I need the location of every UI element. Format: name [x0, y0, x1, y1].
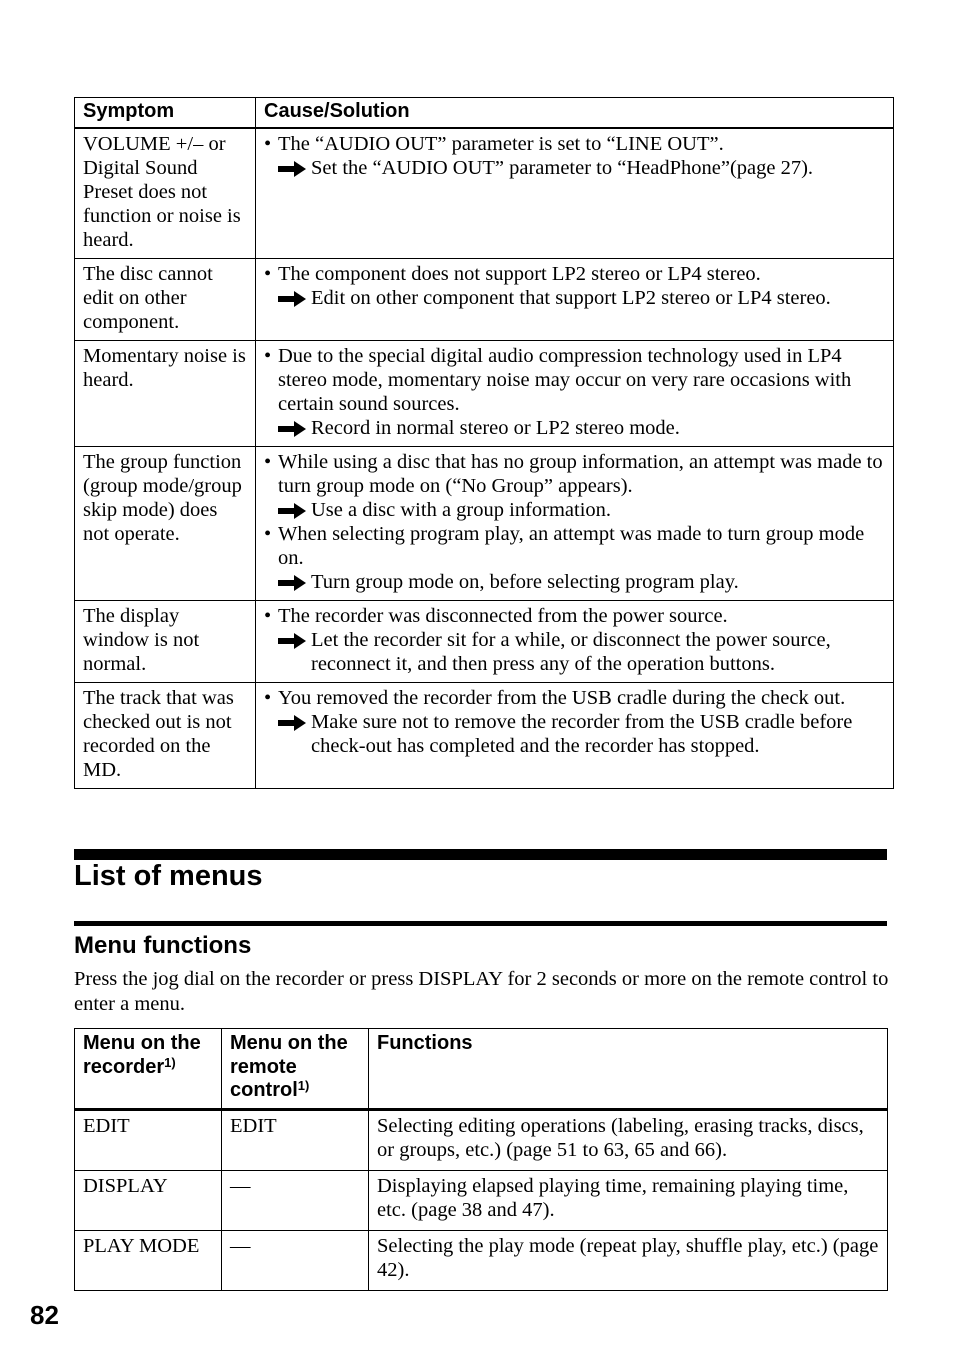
cause-text: Due to the special digital audio compression technology used in LP4 stereo mode, momentary noise may occur on very rare occasions with certain sound sources.	[278, 345, 852, 415]
arrow-right-icon	[278, 161, 306, 177]
solution-block	[278, 156, 885, 180]
table-header-row	[75, 98, 894, 129]
remote-menu-cell: —	[222, 1171, 369, 1231]
solution-text: Record in normal stereo or LP2 stereo mode.	[311, 417, 680, 439]
remote-menu-cell: —	[222, 1231, 369, 1291]
solution-text: Let the recorder sit for a while, or disconnect the power source, reconnect it, and then press any of the operation buttons.	[311, 629, 831, 675]
cause-text: The “AUDIO OUT” parameter is set to “LINE OUT”.	[278, 133, 724, 155]
bullet-icon: •	[264, 605, 272, 627]
cause-solution-cell	[256, 128, 894, 259]
recorder-menu-cell: EDIT	[75, 1110, 222, 1171]
solution-item	[264, 156, 885, 180]
menu-functions-table	[74, 1028, 888, 1291]
bullet-icon: •	[264, 345, 272, 367]
solution-block	[278, 628, 885, 676]
cause-solution-cell	[256, 447, 894, 601]
solution-text: Set the “AUDIO OUT” parameter to “HeadPhone”(page 27).	[311, 157, 814, 179]
bullet-icon: •	[264, 263, 272, 285]
table-row	[75, 259, 894, 341]
table-row	[75, 1171, 888, 1231]
troubleshooting-body	[75, 128, 894, 789]
table-row	[75, 1110, 888, 1171]
cause-item	[264, 450, 885, 498]
recorder-menu-cell: DISPLAY	[75, 1171, 222, 1231]
cause-solution-cell	[256, 259, 894, 341]
symptom-cell: The display window is not normal.	[75, 601, 256, 683]
functions-header: Functions	[369, 1029, 888, 1110]
arrow-right-icon	[278, 633, 306, 649]
cause-text: The component does not support LP2 stereo or LP4 stereo.	[278, 263, 761, 285]
arrow-right-icon	[278, 421, 306, 437]
subsection-rule	[74, 921, 887, 926]
solution-text: Use a disc with a group information.	[311, 499, 612, 521]
solution-item	[264, 570, 885, 594]
table-row	[75, 341, 894, 447]
symptom-cell: The group function (group mode/group skip mode) does not operate.	[75, 447, 256, 601]
cause-solution-cell	[256, 683, 894, 789]
solution-item	[264, 416, 885, 440]
cause-text: The recorder was disconnected from the power source.	[278, 605, 728, 627]
solution-item	[264, 628, 885, 676]
remote-menu-header-label: Menu on the remote control	[230, 1032, 348, 1101]
cause-text: You removed the recorder from the USB cradle during the check out.	[278, 687, 846, 709]
section-rule	[74, 849, 887, 860]
cause-item	[264, 686, 885, 710]
solution-block	[278, 286, 885, 310]
solution-block	[278, 498, 885, 522]
recorder-menu-header	[75, 1029, 222, 1110]
recorder-menu-cell: PLAY MODE	[75, 1231, 222, 1291]
table-row	[75, 447, 894, 601]
bullet-icon: •	[264, 687, 272, 709]
cause-text: While using a disc that has no group information, an attempt was made to turn group mode on (“No Group” appears).	[278, 451, 883, 497]
table-row	[75, 128, 894, 259]
solution-block	[278, 710, 885, 758]
solution-item	[264, 286, 885, 310]
symptom-cell: VOLUME +/– or Digital Sound Preset does not function or noise is heard.	[75, 128, 256, 259]
solution-block	[278, 416, 885, 440]
table-row	[75, 601, 894, 683]
solution-text: Make sure not to remove the recorder from the USB cradle before check-out has completed and the recorder has stopped.	[311, 711, 853, 757]
solution-text: Edit on other component that support LP2 stereo or LP4 stereo.	[311, 287, 831, 309]
intro-paragraph: Press the jog dial on the recorder or press DISPLAY for 2 seconds or more on the remote control to enter a menu.	[74, 968, 889, 1015]
symptom-header: Symptom	[75, 98, 256, 129]
bullet-icon: •	[264, 451, 272, 473]
bullet-icon: •	[264, 523, 272, 545]
solution-item	[264, 498, 885, 522]
menu-functions-body	[75, 1110, 888, 1291]
functions-cell: Displaying elapsed playing time, remaining playing time, etc. (page 38 and 47).	[369, 1171, 888, 1231]
footnote-mark: 1)	[164, 1054, 176, 1070]
functions-cell: Selecting the play mode (repeat play, shuffle play, etc.) (page 42).	[369, 1231, 888, 1291]
cause-solution-cell	[256, 601, 894, 683]
bullet-icon: •	[264, 133, 272, 155]
remote-menu-header	[222, 1029, 369, 1110]
cause-item	[264, 522, 885, 570]
table-row	[75, 683, 894, 789]
troubleshooting-table	[74, 97, 894, 789]
symptom-cell: The disc cannot edit on other component.	[75, 259, 256, 341]
solution-text: Turn group mode on, before selecting program play.	[311, 571, 739, 593]
symptom-cell: The track that was checked out is not recorded on the MD.	[75, 683, 256, 789]
arrow-right-icon	[278, 715, 306, 731]
arrow-right-icon	[278, 575, 306, 591]
page-number: 82	[30, 1300, 59, 1330]
cause-text: When selecting program play, an attempt was made to turn group mode on.	[278, 523, 865, 569]
cause-solution-cell	[256, 341, 894, 447]
cause-item	[264, 604, 885, 628]
footnote-mark: 1)	[297, 1078, 310, 1093]
solution-block	[278, 570, 885, 594]
recorder-menu-header-label: Menu on the recorder	[83, 1032, 201, 1078]
solution-item	[264, 710, 885, 758]
section-title: List of menus	[74, 860, 263, 892]
subsection-title: Menu functions	[74, 932, 252, 959]
arrow-right-icon	[278, 503, 306, 519]
cause-item	[264, 262, 885, 286]
remote-menu-cell: EDIT	[222, 1110, 369, 1171]
symptom-cell: Momentary noise is heard.	[75, 341, 256, 447]
cause-item	[264, 344, 885, 416]
table-header-row	[75, 1029, 888, 1110]
table-row	[75, 1231, 888, 1291]
functions-cell: Selecting editing operations (labeling, erasing tracks, discs, or groups, etc.) (page 51 to 63, 65 and 66).	[369, 1110, 888, 1171]
cause-solution-header: Cause/Solution	[256, 98, 894, 129]
cause-item	[264, 132, 885, 156]
arrow-right-icon	[278, 291, 306, 307]
